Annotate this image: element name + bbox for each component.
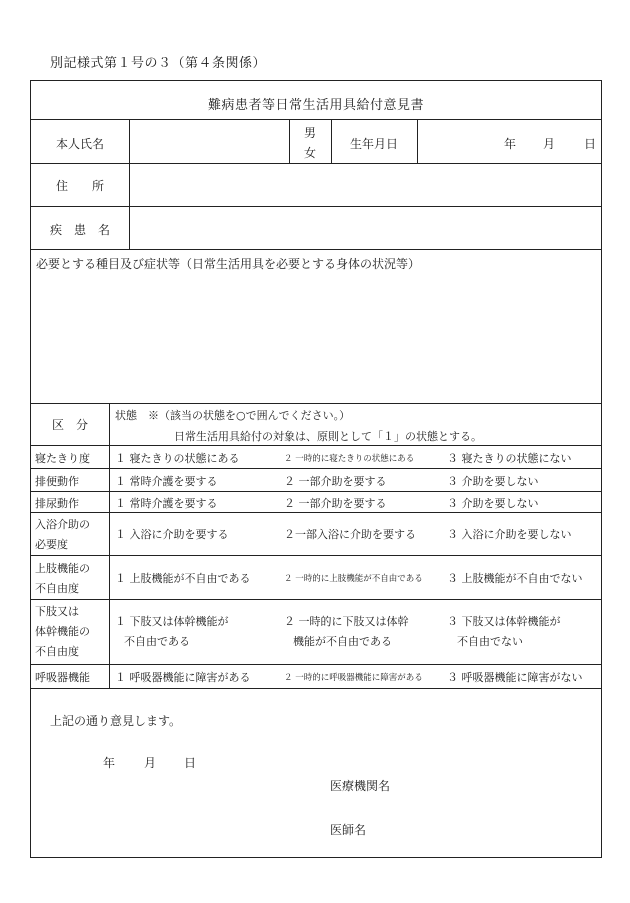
option-3[interactable]: ３ 介助を要しない (447, 475, 539, 488)
row-label-lower-limb: 下肢又は (35, 605, 79, 618)
disease-field[interactable] (130, 207, 602, 249)
option-1[interactable]: １ 寝たきりの状態にある (115, 452, 240, 465)
state-instruction: 状態 ※（該当の状態を○で囲んでください。） (115, 409, 351, 422)
address-field[interactable] (130, 164, 602, 206)
row-label-defecation: 排便動作 (35, 475, 79, 488)
date-year[interactable]: 年 (103, 756, 116, 770)
option-2[interactable]: ２ 一時的に上肢機能が不自由である (284, 574, 423, 584)
row-label-upper-limb-2: 不自由度 (35, 582, 79, 595)
option-3[interactable]: ３ 介助を要しない (447, 497, 539, 510)
opinion-statement: 上記の通り意見します。 (50, 714, 182, 728)
option-3[interactable]: ３ 上肢機能が不自由でない (447, 572, 583, 585)
requirements-field[interactable] (32, 273, 602, 401)
date-day[interactable]: 日 (184, 756, 197, 770)
option-2-cont[interactable]: 機能が不自由である (293, 635, 392, 648)
row-label-lower-limb-3: 不自由度 (35, 645, 79, 658)
option-3[interactable]: ３ 呼吸器機能に障害がない (447, 671, 583, 684)
option-1[interactable]: １ 常時介護を要する (115, 497, 218, 510)
birthdate-day[interactable]: 日 (584, 137, 597, 151)
option-3[interactable]: ３ 下肢又は体幹機能が (447, 615, 561, 628)
option-2[interactable]: ２ 一時的に呼吸器機能に障害がある (284, 673, 423, 683)
row-label-bedridden: 寝たきり度 (35, 452, 90, 465)
patient-name-field[interactable] (130, 120, 289, 163)
address-label: 住 所 (55, 179, 104, 193)
row-label-lower-limb-2: 体幹機能の (35, 625, 90, 638)
option-1[interactable]: １ 呼吸器機能に障害がある (115, 671, 251, 684)
row-label-upper-limb: 上肢機能の (35, 562, 90, 575)
option-1[interactable]: １ 入浴に介助を要する (115, 528, 229, 541)
doctor-field[interactable] (381, 815, 591, 839)
option-3[interactable]: ３ 寝たきりの状態にない (447, 452, 572, 465)
option-1[interactable]: １ 上肢機能が不自由である (115, 572, 251, 585)
option-2[interactable]: ２ 一部介助を要する (284, 497, 387, 510)
option-1-cont[interactable]: 不自由である (124, 635, 190, 648)
option-2[interactable]: ２ 一部介助を要する (284, 475, 387, 488)
row-label-urination: 排尿動作 (35, 497, 79, 510)
requirements-label: 必要とする種目及び症状等（日常生活用具を必要とする身体の状況等） (36, 257, 421, 271)
option-1[interactable]: １ 常時介護を要する (115, 475, 218, 488)
option-2[interactable]: ２ 一時的に寝たきりの状態にある (284, 454, 415, 464)
birthdate-year[interactable]: 年 (504, 137, 517, 151)
disease-label: 疾 患 名 (49, 223, 110, 237)
sex-female[interactable]: 女 (304, 146, 317, 160)
row-label-bathing-2: 必要度 (35, 538, 68, 551)
patient-name-label: 本人氏名 (55, 137, 104, 151)
form-number-note: 別記様式第１号の３（第４条関係） (50, 56, 267, 71)
form-title: 難病患者等日常生活用具給付意見書 (207, 98, 424, 113)
option-2[interactable]: ２ 一時的に下肢又は体幹 (284, 615, 409, 628)
doctor-label: 医師名 (330, 823, 367, 837)
birthdate-month[interactable]: 月 (543, 137, 556, 151)
birthdate-label: 生年月日 (349, 137, 398, 151)
target-note: 日常生活用具給付の対象は、原則として「１」の状態とする。 (174, 430, 482, 443)
option-1[interactable]: １ 下肢又は体幹機能が (115, 615, 229, 628)
option-2[interactable]: ２一部入浴に介助を要する (284, 528, 416, 541)
opinion-form (30, 80, 602, 858)
row-label-bathing: 入浴介助の (35, 518, 90, 531)
institution-label: 医療機関名 (330, 779, 391, 793)
sex-male[interactable]: 男 (304, 126, 317, 140)
option-3-cont[interactable]: 不自由でない (457, 635, 523, 648)
option-3[interactable]: ３ 入浴に介助を要しない (447, 528, 572, 541)
category-label: 区 分 (51, 418, 88, 432)
row-label-respiratory: 呼吸器機能 (35, 671, 90, 684)
date-month[interactable]: 月 (144, 756, 157, 770)
institution-field[interactable] (401, 771, 591, 795)
